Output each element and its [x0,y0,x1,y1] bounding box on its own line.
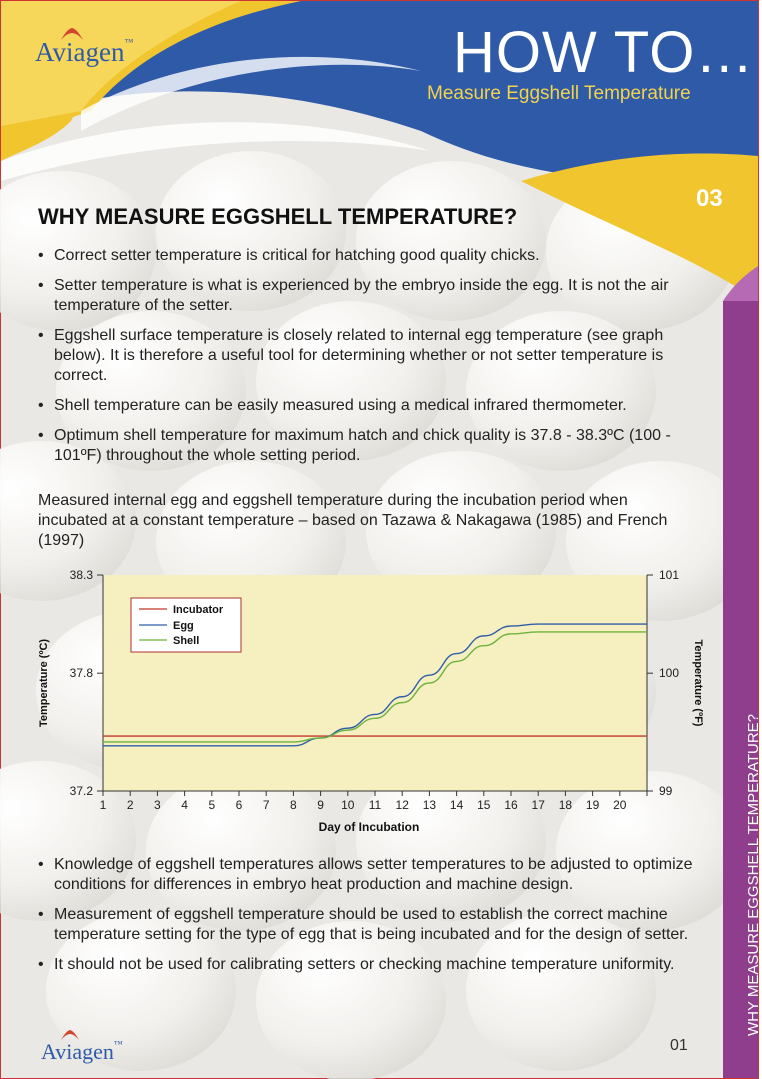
y-tick-label-left: 37.2 [69,784,93,798]
x-tick-label: 3 [154,798,161,812]
x-tick-label: 6 [235,798,243,812]
x-tick-label: 16 [504,798,518,812]
list-item: • Measurement of eggshell temperature should be used to establish the correct machine temperature setting for the type of egg that is being incubated and for the design of setter. [38,905,698,945]
list-item: • It should not be used for calibrating setters or checking machine temperature uniformity. [38,955,698,975]
list-item: • Setter temperature is what is experienced by the embryo inside the egg. It is not the air temperature of the setter. [38,276,698,316]
y-tick-label-left: 38.3 [69,568,93,582]
x-tick-label: 7 [262,798,270,812]
x-tick-label: 18 [558,798,573,812]
y-tick-label-right: 101 [659,568,680,582]
page-subtitle: Measure Eggshell Temperature [427,83,691,104]
x-axis-label: Day of Incubation [318,820,420,834]
list-item: • Shell temperature can be easily measured using a medical infrared thermometer. [38,396,698,416]
section-heading: WHY MEASURE EGGSHELL TEMPERATURE? [38,204,518,229]
x-tick-label: 8 [290,798,297,812]
temperature-chart [29,563,709,843]
flame-logo-icon [59,27,85,41]
y-tick-label-right: 100 [659,666,680,681]
x-tick-label: 14 [449,798,464,812]
x-tick-label: 20 [613,798,627,812]
chart-legend [131,598,241,652]
legend-label-egg: Egg [173,620,194,632]
x-tick-label: 2 [126,798,134,812]
x-tick-label: 17 [531,798,545,812]
x-tick-label: 4 [181,798,188,812]
x-tick-label: 19 [585,798,600,812]
bullet-list-bottom [38,855,698,985]
aviagen-logo-bottom: Aviagen™ [41,1039,123,1065]
legend-label-incubator: Incubator [173,604,224,616]
list-item: • Correct setter temperature is critical for hatching good quality chicks. [38,246,698,266]
x-tick-label: 11 [368,798,382,812]
y-tick-label-left: 37.8 [69,666,93,681]
y-tick-label-right: 99 [659,784,673,798]
list-item: • Knowledge of eggshell temperatures allows setter temperatures to be adjusted to optimize conditions for differences in embryo heat production and machine design. [38,855,698,895]
list-item: • Optimum shell temperature for maximum hatch and chick quality is 37.8 - 38.3ºC (100 - 101ºF) throughout the whole setting period. [38,426,698,466]
logo-text: Aviagen [35,37,125,67]
x-tick-label: 5 [208,798,216,812]
legend-label-shell: Shell [173,635,200,647]
page-number: 01 [670,1037,688,1054]
sidebar-vertical-title: WHY MEASURE EGGSHELL TEMPERATURE? [745,713,762,1036]
page-title: HOW TO… [453,20,755,85]
chart-caption: Measured internal egg and eggshell temperature during the incubation period when incubated at a constant temperature – based on Tazawa & Nakagawa (1985) and French (1997) [38,492,668,549]
x-tick-label: 15 [477,798,491,812]
logo-text: Aviagen [41,1039,114,1064]
x-tick-label: 9 [317,798,324,812]
section-number: 03 [696,185,723,212]
y-axis-right-label: Temperature (ºF) [692,639,704,727]
list-item: • Eggshell surface temperature is closely related to internal egg temperature (see graph below). It is therefore a useful tool for determining whether or not setter temperature is correct. [38,326,698,386]
bullet-list-top [38,246,698,476]
x-tick-label: 1 [99,798,107,812]
aviagen-logo-top: Aviagen™ [35,37,133,68]
y-axis-label: Temperature (ºC) [38,638,50,728]
flame-logo-icon [59,1029,81,1041]
x-tick-label: 12 [395,798,409,812]
x-tick-label: 13 [422,798,437,812]
x-tick-label: 10 [341,798,355,812]
